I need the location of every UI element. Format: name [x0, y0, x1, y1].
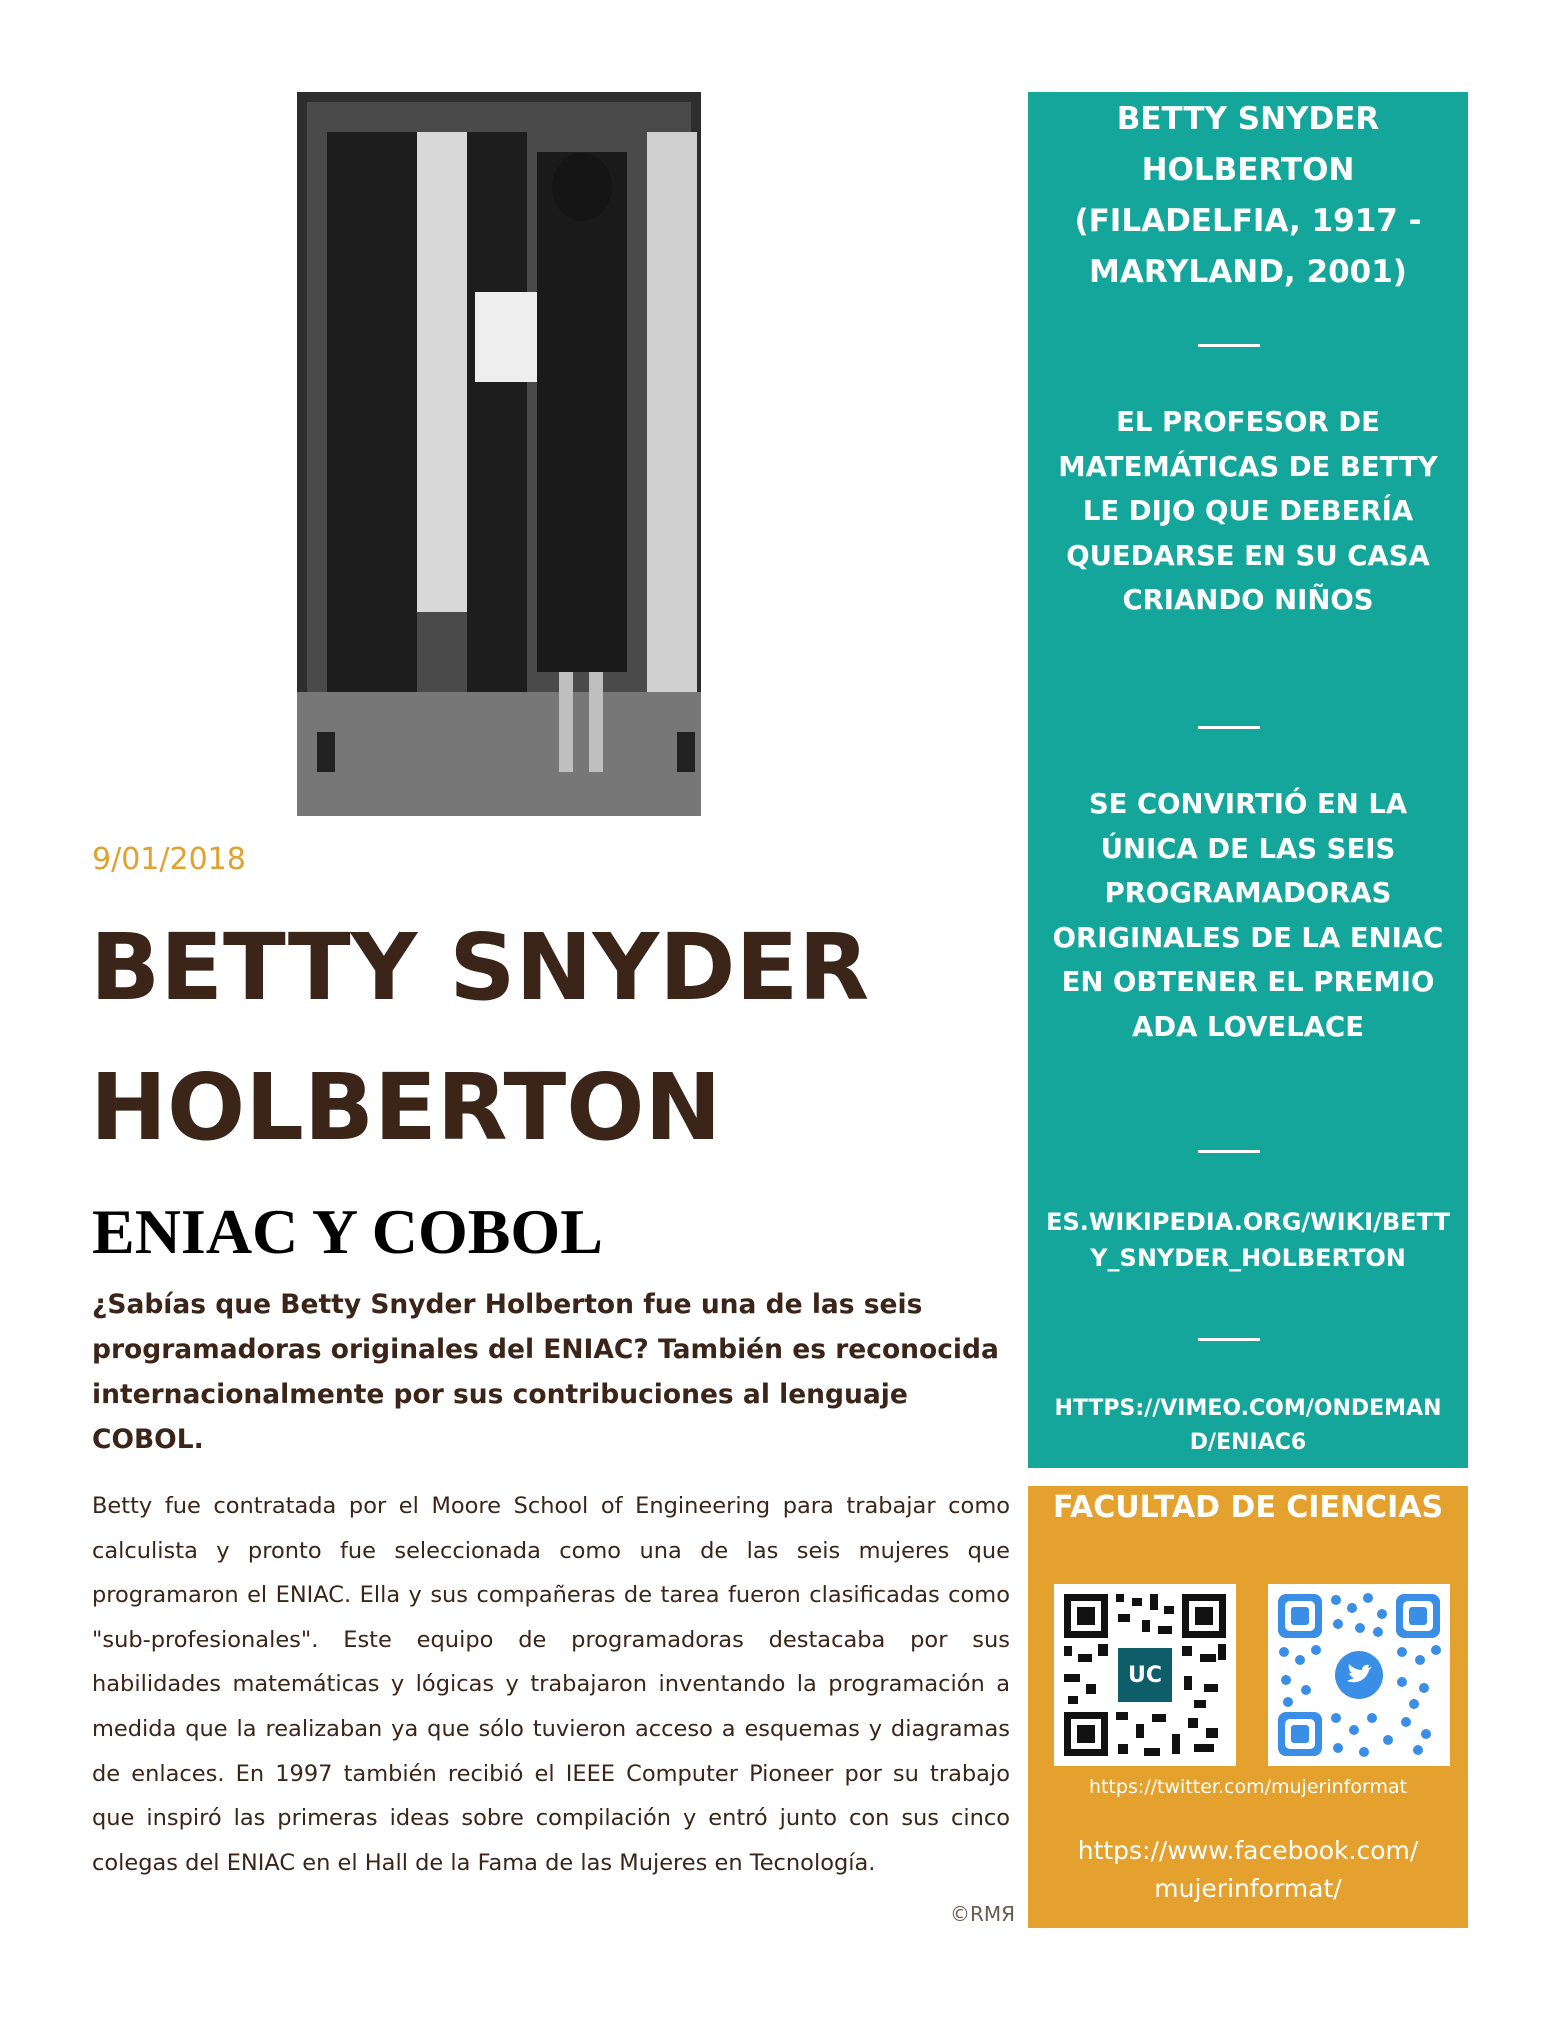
eniac-photo [297, 92, 701, 816]
title-line-1: BETTY SNYDER [90, 914, 870, 1021]
subtitle: ENIAC Y COBOL [92, 1196, 603, 1267]
twitter-link[interactable]: https://twitter.com/mujerinformat [1088, 1776, 1408, 1798]
title-line-2: HOLBERTON [90, 1054, 722, 1161]
uc-qr-code-icon[interactable] [1054, 1584, 1236, 1766]
divider [1198, 344, 1260, 347]
facebook-link[interactable]: https://www.facebook.com/ mujerinformat/ [1077, 1836, 1419, 1903]
faculty-box [1028, 1486, 1468, 1928]
uc-logo-text: UC [1127, 1663, 1163, 1688]
divider [1198, 1338, 1260, 1341]
copyright-mark: ©RMЯ [950, 1902, 1016, 1926]
sidebar-facts [1028, 92, 1468, 1468]
lead-paragraph: ¿Sabías que Betty Snyder Holberton fue una de las seis programadoras originales del ENIAC? También es reconocida internacionalmente por sus contribuciones al lenguaje COBOL. [92, 1289, 999, 1455]
wikipedia-link[interactable]: ES.WIKIPEDIA.ORG/WIKI/BETTY_SNYDER_HOLBERTON [1046, 1208, 1450, 1272]
divider [1198, 726, 1260, 729]
faculty-title: FACULTAD DE CIENCIAS [1052, 1490, 1444, 1525]
divider [1198, 1150, 1260, 1153]
sidebar-name-dates: BETTY SNYDER HOLBERTON (FILADELFIA, 1917 - MARYLAND, 2001) [1074, 101, 1422, 290]
vimeo-link[interactable]: HTTPS://VIMEO.COM/ONDEMAND/ENIAC6 [1054, 1396, 1442, 1455]
twitter-qr-code-icon[interactable] [1268, 1584, 1450, 1766]
publication-date: 9/01/2018 [92, 842, 246, 877]
sidebar-fact-1: EL PROFESOR DE MATEMÁTICAS DE BETTY LE DIJO QUE DEBERÍA QUEDARSE EN SU CASA CRIANDO NIÑOS [1058, 406, 1438, 617]
body-paragraph: Betty fue contratada por el Moore School of Engineering para trabajar como calculista y pronto fue seleccionada como una de las seis mujeres que programaron el ENIAC. Ella y sus compañeras de tarea fueron clasificadas como "sub-profesionales". Este equipo de programadoras destacaba por sus habilidades matemáticas y lógicas y trabajaron inventando la programación a medida que la realizaban ya que sólo tuvieron acceso a esquemas y diagramas de enlaces. En 1997 también recibió el IEEE Computer Pioneer por su trabajo que inspiró las primeras ideas sobre compilación y entró junto con sus cinco colegas del ENIAC en el Hall de la Fama de las Mujeres en Tecnología. [92, 1493, 1010, 1876]
page-title [90, 898, 990, 1178]
sidebar-fact-2: SE CONVIRTIÓ EN LA ÚNICA DE LAS SEIS PROGRAMADORAS ORIGINALES DE LA ENIAC EN OBTENER EL PREMIO ADA LOVELACE [1052, 788, 1444, 1043]
